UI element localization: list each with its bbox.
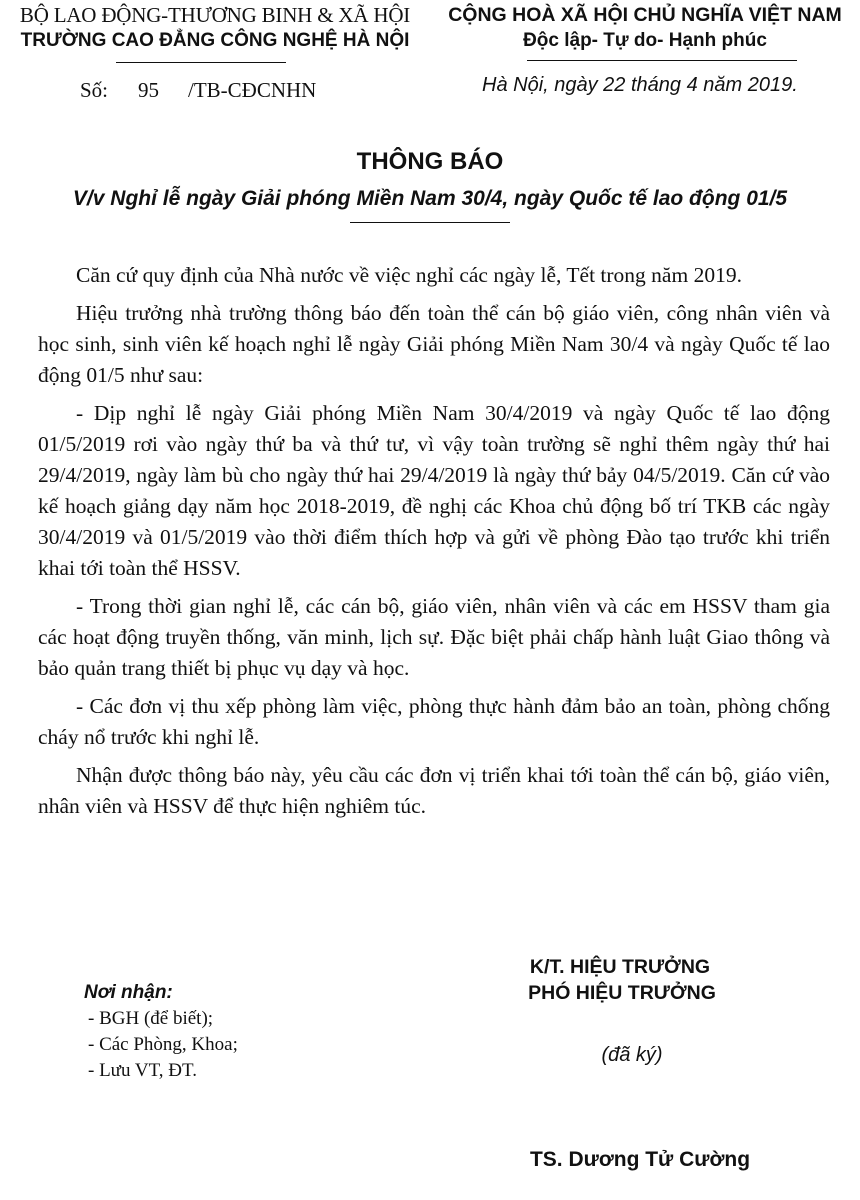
document-subject: V/v Nghỉ lễ ngày Giải phóng Miền Nam 30/4, ngày Quốc tế lao động 01/5	[72, 187, 788, 210]
body-paragraph-1: Căn cứ quy định của Nhà nước về việc nghỉ các ngày lễ, Tết trong năm 2019.	[76, 263, 742, 287]
body-paragraph-5: - Các đơn vị thu xếp phòng làm việc, phòng thực hành đảm bảo an toàn, phòng chống cháy nổ trước khi nghỉ lễ.	[38, 694, 830, 749]
signer-name: TS. Dương Tử Cường	[529, 1148, 751, 1171]
doc-number-value: 95	[138, 78, 159, 102]
body-paragraph-6: Nhận được thông báo này, yêu cầu các đơn vị triển khai tới toàn thể cán bộ, giáo viên, nhân viên và HSSV để thực hiện nghiêm túc.	[38, 763, 830, 818]
signed-note: (đã ký)	[601, 1044, 663, 1066]
body-paragraph-4: - Trong thời gian nghỉ lễ, các cán bộ, giáo viên, nhân viên và các em HSSV tham gia các hoạt động truyền thống, văn minh, lịch sự. Đặc biệt phải chấp hành luật Giao thông và bảo quản trang thiết bị phục vụ dạy và học.	[38, 594, 830, 680]
body-paragraph-3: - Dịp nghỉ lễ ngày Giải phóng Miền Nam 30/4/2019 và ngày Quốc tế lao động 01/5/2019 rơi vào ngày thứ ba và thứ tư, vì vậy toàn trường sẽ nghỉ thêm ngày thứ hai 29/4/2019, ngày làm bù cho ngày thứ hai 29/4/2019 là ngày thứ bảy 04/5/2019. Căn cứ vào kế hoạch giảng dạy năm học 2018-2019, đề nghị các Khoa chủ động bố trí TKB các ngày 30/4/2019 và 01/5/2019 vào thời điểm thích hợp và gửi về phòng Đào tạo trước khi triển khai tới toàn thể HSSV.	[38, 401, 830, 580]
national-motto: Độc lập- Tự do- Hạnh phúc	[523, 30, 767, 51]
place-date: Hà Nội, ngày 22 tháng 4 năm 2019.	[482, 74, 798, 96]
recipient-item: - Các Phòng, Khoa;	[88, 1034, 238, 1055]
document-number	[80, 78, 316, 103]
doc-number-code: /TB-CĐCNHN	[188, 78, 317, 102]
school-name: TRƯỜNG CAO ĐẲNG CÔNG NGHỆ HÀ NỘI	[20, 30, 410, 51]
recipient-item: - Lưu VT, ĐT.	[88, 1060, 197, 1081]
body-paragraph-2: Hiệu trưởng nhà trường thông báo đến toàn thể cán bộ giáo viên, công nhân viên và học sinh, sinh viên kế hoạch nghỉ lễ ngày Giải phóng Miền Nam 30/4 và ngày Quốc tế lao động 01/5 như sau:	[38, 301, 830, 387]
ministry-name: BỘ LAO ĐỘNG-THƯƠNG BINH & XÃ HỘI	[19, 3, 411, 27]
nation-name: CỘNG HOÀ XÃ HỘI CHỦ NGHĨA VIỆT NAM	[448, 4, 842, 26]
issuer-block	[0, 2, 430, 54]
issuer-underline	[116, 62, 286, 63]
signature-title-1: K/T. HIỆU TRƯỞNG	[529, 956, 711, 978]
recipients-title: Nơi nhận:	[84, 982, 173, 1003]
doc-number-label: Số:	[80, 78, 109, 102]
recipients-list	[88, 1006, 238, 1084]
document-title: THÔNG BÁO	[356, 148, 504, 175]
subject-underline	[350, 222, 510, 223]
national-block	[430, 2, 860, 54]
recipient-item: - BGH (để biết);	[88, 1008, 214, 1029]
motto-underline	[527, 60, 797, 61]
signature-title-2: PHÓ HIỆU TRƯỞNG	[528, 982, 716, 1004]
document-body	[38, 260, 830, 829]
